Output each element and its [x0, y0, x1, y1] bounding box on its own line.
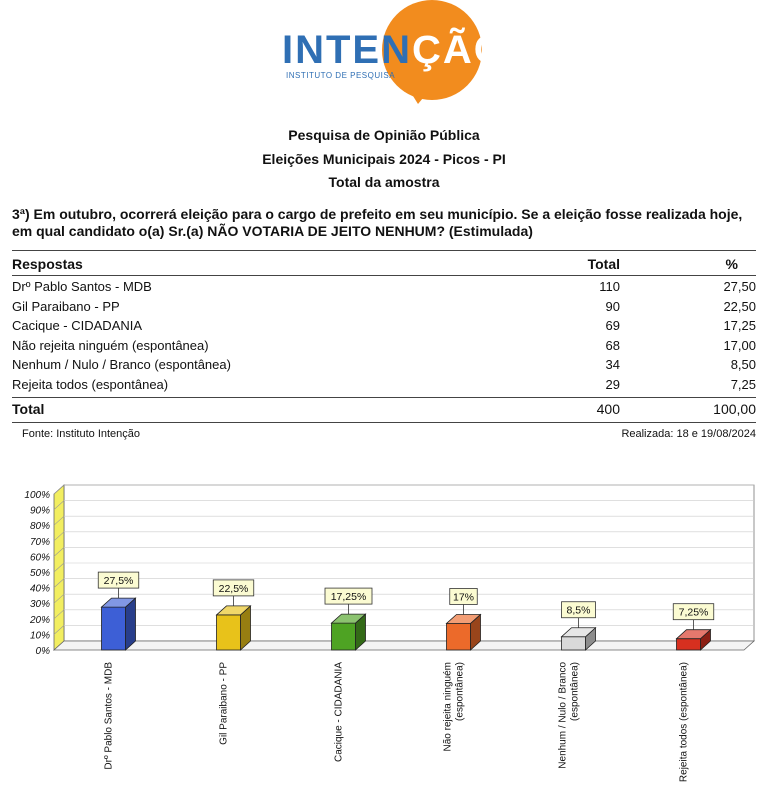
x-category-label — [443, 662, 466, 752]
table-total-rule — [12, 397, 756, 398]
data-label: 27,5% — [103, 575, 134, 588]
data-label: 22,5% — [218, 582, 249, 595]
y-tick-label: 70% — [29, 536, 50, 548]
table-row: Não rejeita ninguém (espontânea) 68 17,00 — [12, 337, 756, 353]
heading-sample: Total da amostra — [328, 174, 440, 190]
x-category-label — [679, 662, 690, 782]
table-row: Nenhum / Nulo / Branco (espontânea) 34 8,50 — [12, 357, 756, 372]
heading-election: Eleições Municipais 2024 - Picos - PI — [262, 151, 506, 167]
y-tick-label: 60% — [29, 552, 50, 564]
y-tick-label: 10% — [29, 630, 50, 642]
logo — [0, 0, 768, 112]
question-text: 3ª) Em outubro, ocorrerá eleição para o cargo de prefeito em seu município. Se a eleição fosse realizada hoje, em qual candidato o(a) Sr.(a) NÃO VOTARIA DE JEITO NENHUM? (Estimulada) — [12, 206, 743, 239]
total-pct: 100,00 — [713, 401, 756, 417]
logo-wordmark: INTENÇÃO — [282, 28, 507, 72]
y-tick-label: 40% — [29, 583, 50, 595]
data-label: 7,25% — [678, 606, 709, 619]
x-category-label-line: Não rejeita ninguém — [442, 662, 454, 752]
table-row: Drº Pablo Santos - MDB 110 27,50 — [12, 279, 756, 294]
y-tick-label: 30% — [29, 599, 50, 611]
bar-chart — [0, 470, 768, 806]
table-row: Rejeita todos (espontânea) 29 7,25 — [12, 376, 756, 392]
x-category-label-line: Cacique - CIDADANIA — [333, 662, 345, 763]
bar — [562, 637, 586, 650]
table-header-row — [12, 256, 756, 275]
data-label: 17% — [452, 591, 475, 604]
bar — [447, 623, 471, 650]
x-category-label-line: (espontânea) — [454, 662, 466, 721]
data-label: 17,25% — [330, 591, 367, 604]
x-category-label-line: Gil Paraibano - PP — [218, 662, 230, 745]
header-pct: % — [725, 256, 738, 272]
x-category-label — [558, 662, 581, 769]
y-tick-label: 100% — [24, 490, 50, 501]
logo-subtitle: INSTITUTO DE PESQUISA — [286, 71, 396, 80]
table-row: Gil Paraibano - PP 90 22,50 — [12, 298, 756, 314]
date-note: Realizada: 18 e 19/08/2024 — [621, 428, 756, 440]
bar — [217, 615, 241, 650]
table-row: Cacique - CIDADANIA 69 17,25 — [12, 318, 756, 333]
data-label: 8,5% — [566, 604, 591, 617]
x-category-label — [219, 662, 230, 745]
table-bottom-rule — [12, 422, 756, 423]
chart-floor — [54, 641, 754, 650]
y-tick-label: 20% — [29, 614, 50, 626]
x-category-label-line: Drº Pablo Santos - MDB — [103, 662, 115, 770]
x-category-label-line: (espontânea) — [569, 662, 581, 721]
x-category-label-line: Rejeita todos (espontânea) — [678, 662, 690, 783]
x-category-label — [334, 662, 345, 762]
header-respostas: Respostas — [12, 256, 83, 272]
bar — [677, 639, 701, 650]
bar — [102, 607, 126, 650]
table-header-rule — [12, 275, 756, 276]
y-tick-label: 0% — [35, 646, 50, 657]
total-label: Total — [12, 401, 45, 417]
source-note: Fonte: Instituto Intenção — [22, 428, 141, 440]
heading-title: Pesquisa de Opinião Pública — [288, 127, 480, 143]
x-category-label-line: Nenhum / Nulo / Branco — [557, 662, 569, 769]
x-category-label — [104, 662, 115, 770]
bar — [332, 623, 356, 650]
y-tick-label: 50% — [29, 568, 50, 579]
total-value: 400 — [596, 401, 620, 417]
y-tick-label: 80% — [29, 521, 50, 533]
y-tick-label: 90% — [29, 505, 50, 517]
header-total: Total — [587, 256, 620, 272]
table-top-rule — [12, 250, 756, 251]
table-total-row — [12, 401, 756, 420]
